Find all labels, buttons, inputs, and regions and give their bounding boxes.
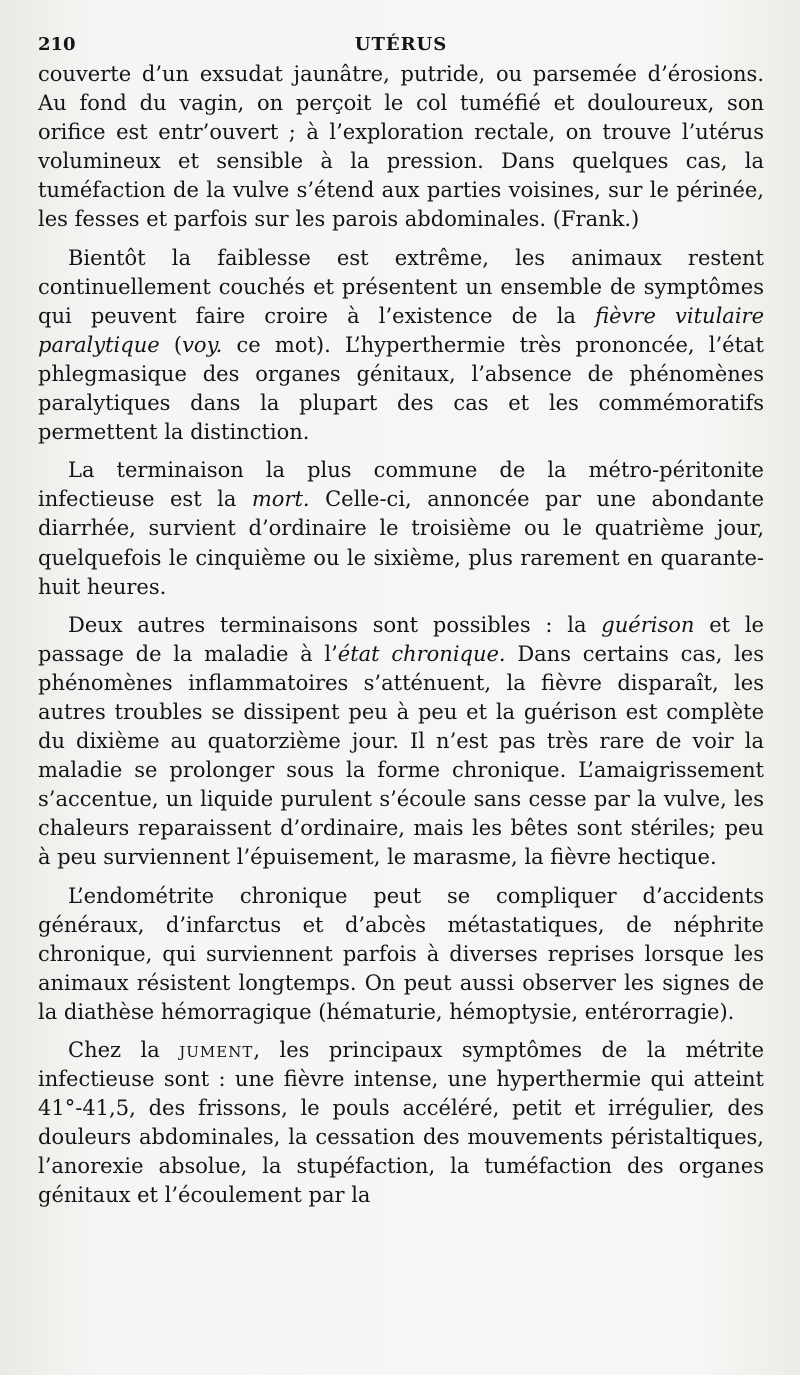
page-number: 210 (38, 34, 76, 55)
paragraph-text: Bientôt la faiblesse est extrême, les animaux restent continuellement couchés et présentent un ensemble de symptômes qui peuvent faire croire à l’existence de la (38, 245, 764, 328)
paragraph-text: Chez la (68, 1038, 180, 1062)
paragraph-text: , les principaux symptômes de la métrite infectieuse sont : une fièvre intense, une hyperthermie qui atteint 41°-41,5, des frissons, le pouls accéléré, petit et irrégulier, des douleurs abdominales, la cessation des mouvements péristaltiques, l’anorexie absolue, la stupéfaction, la tuméfaction des organes génitaux et l’écoulement par la (38, 1038, 765, 1208)
italic-term: fièvre vitulaire paralytique (38, 303, 765, 357)
paragraph-text: La terminaison la plus commune de la métro-péritonite infectieuse est la (38, 458, 764, 512)
paragraph-text: Celle-ci, annoncée par une abondante diarrhée, survient d’ordinaire le troisième ou le quatrième jour, quelquefois le cinquième ou le sixième, plus rarement en quarante-huit heures. (38, 487, 765, 599)
paragraph-p6 (38, 1036, 764, 1211)
body-text (38, 60, 764, 1211)
running-title: UTÉRUS (354, 34, 448, 55)
italic-term: guérison (601, 612, 695, 637)
paragraph-text: L’endométrite chronique peut se compliquer d’accidents généraux, d’infarctus et d’abcès métastatiques, de néphrite chronique, qui surviennent parfois à diverses reprises lorsque les animaux résistent longtemps. On peut aussi observer les signes de la diathèse hémorragique (hématurie, hémoptysie, entérorragie). (38, 883, 764, 1024)
paragraph-text: Deux autres terminaisons sont possibles : la (68, 612, 602, 637)
italic-term: mort. (251, 487, 310, 512)
paragraph-text: ( (159, 332, 183, 357)
paragraph-p2 (38, 244, 764, 448)
italic-term: état chronique. (337, 641, 506, 666)
paragraph-text: ce mot). L’hyperthermie très prononcée, l’état phlegmasique des organes génitaux, l’absence de phénomènes paralytiques dans la plupart des cas et les commémoratifs permettent la distinction. (38, 332, 764, 445)
paragraph-text: Dans certains cas, les phénomènes inflammatoires s’atténuent, la fièvre disparaît, les autres troubles se dissipent peu à peu et la guérison est complète du dixième au quatorzième jour. Il n’est pas très rare de voir la maladie se prolonger sous la forme chronique. L’amaigrissement s’accentue, un liquide purulent s’écoule sans cesse par la vulve, les chaleurs reparaissent d’ordinaire, mais les bêtes sont stériles; peu à peu surviennent l’épuisement, le marasme, la fièvre hectique. (38, 641, 765, 870)
paragraph-text: et le passage de la maladie à l’ (38, 612, 764, 666)
smallcaps-term: jument (179, 1038, 254, 1062)
paragraph-text: couverte d’un exsudat jaunâtre, putride, ou parsemée d’érosions. Au fond du vagin, on perçoit le col tuméfié et douloureux, son orifice est entr’ouvert ; à l’exploration rectale, on trouve l’utérus volumineux et sensible à la pression. Dans quelques cas, la tuméfaction de la vulve s’étend aux parties voisines, sur le périnée, les fesses et parfois sur les parois abdominales. (Frank.) (38, 62, 764, 232)
running-head (38, 30, 764, 60)
italic-term: voy. (182, 332, 223, 357)
paragraph-p5 (38, 882, 764, 1027)
paragraph-p3 (38, 456, 764, 601)
paragraph-p4 (38, 611, 764, 873)
paragraph-p1 (38, 60, 764, 235)
